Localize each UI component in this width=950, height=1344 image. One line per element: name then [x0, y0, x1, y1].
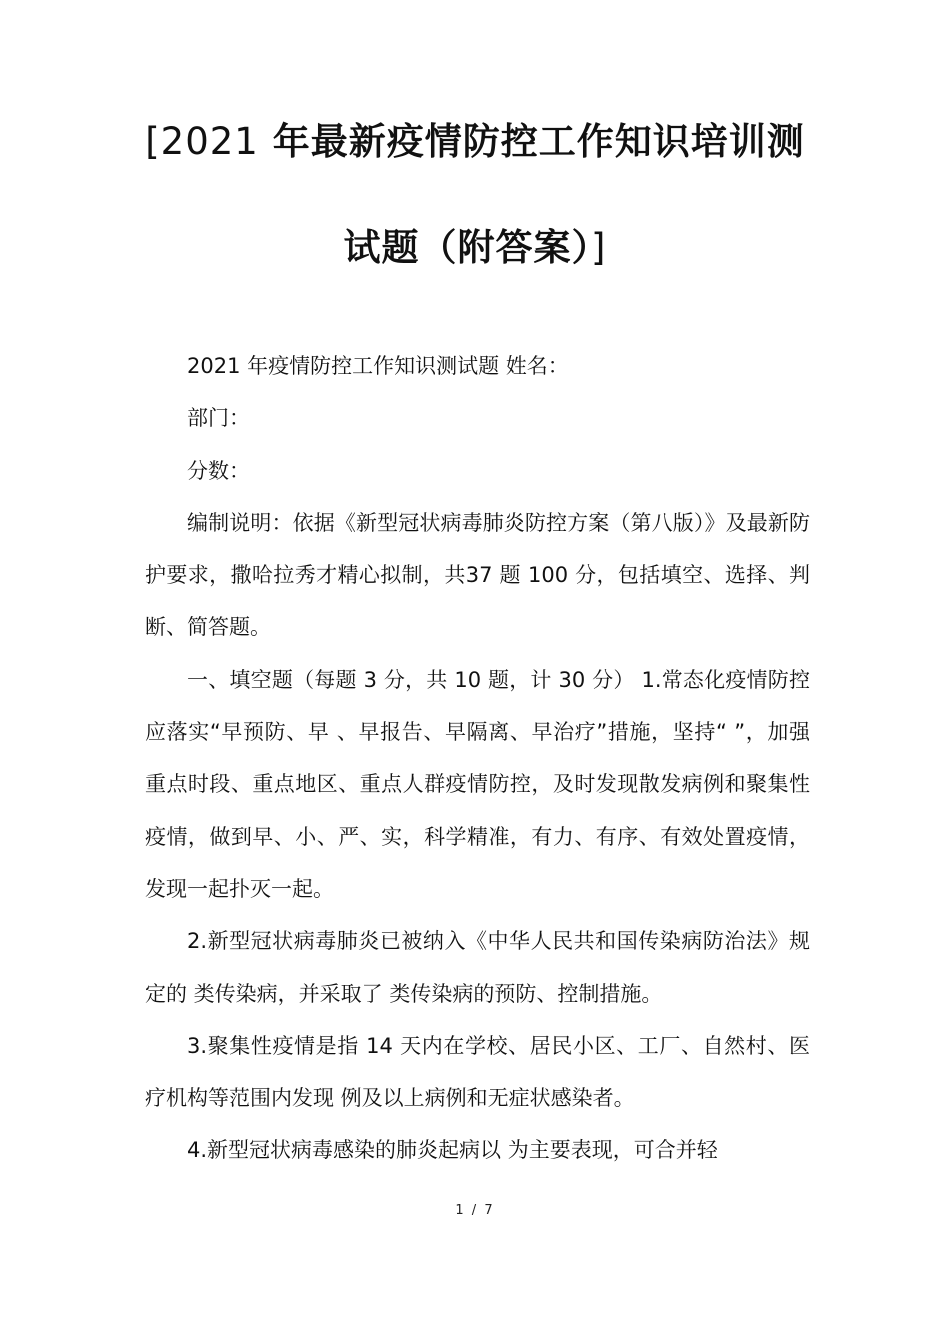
page-number: 1 / 7	[455, 1203, 495, 1218]
paragraph-section-fill-in-q1: 一、填空题（每题 3 分，共 10 题，计 30 分） 1.常态化疫情防控应落实“早预防、早 、早报告、早隔离、早治疗”措施，坚持“ ”，加强重点时段、重点地区、重点人群疫情防控，及时发现散发病例和聚集性疫情，做到早、小、严、实，科学精准，有力、有序、有效处置疫情，发现一起扑灭一起。	[145, 667, 810, 901]
title-open-bracket-year: [2021	[145, 120, 259, 163]
paragraph-question-3: 3.聚集性疫情是指 14 天内在学校、居民小区、工厂、自然村、医疗机构等范围内发现 例及以上病例和无症状感染者。	[145, 1033, 810, 1111]
paragraph-department: 部门：	[187, 406, 250, 431]
paragraph-score: 分数：	[187, 458, 250, 483]
paragraph-question-4: 4.新型冠状病毒感染的肺炎起病以 为主要表现，可合并轻	[187, 1138, 718, 1163]
title-line-1-text: 年最新疫情防控工作知识培训测	[258, 120, 805, 163]
paragraph-compilation-notes: 编制说明：依据《新型冠状病毒肺炎防控方案（第八版）》及最新防护要求，撒哈拉秀才精心拟制，共37 题 100 分，包括填空、选择、判断、简答题。	[145, 510, 810, 640]
document-title-line-2	[110, 226, 840, 270]
title-line-2-text: 试题（附答案）	[343, 226, 592, 269]
document-title-line-1	[110, 120, 840, 164]
paragraph-test-header: 2021 年疫情防控工作知识测试题 姓名：	[187, 354, 569, 378]
document-body	[145, 340, 810, 1177]
paragraph-question-2: 2.新型冠状病毒肺炎已被纳入《中华人民共和国传染病防治法》规定的 类传染病，并采取了 类传染病的预防、控制措施。	[145, 929, 810, 1006]
title-close-bracket: ]	[591, 226, 607, 269]
